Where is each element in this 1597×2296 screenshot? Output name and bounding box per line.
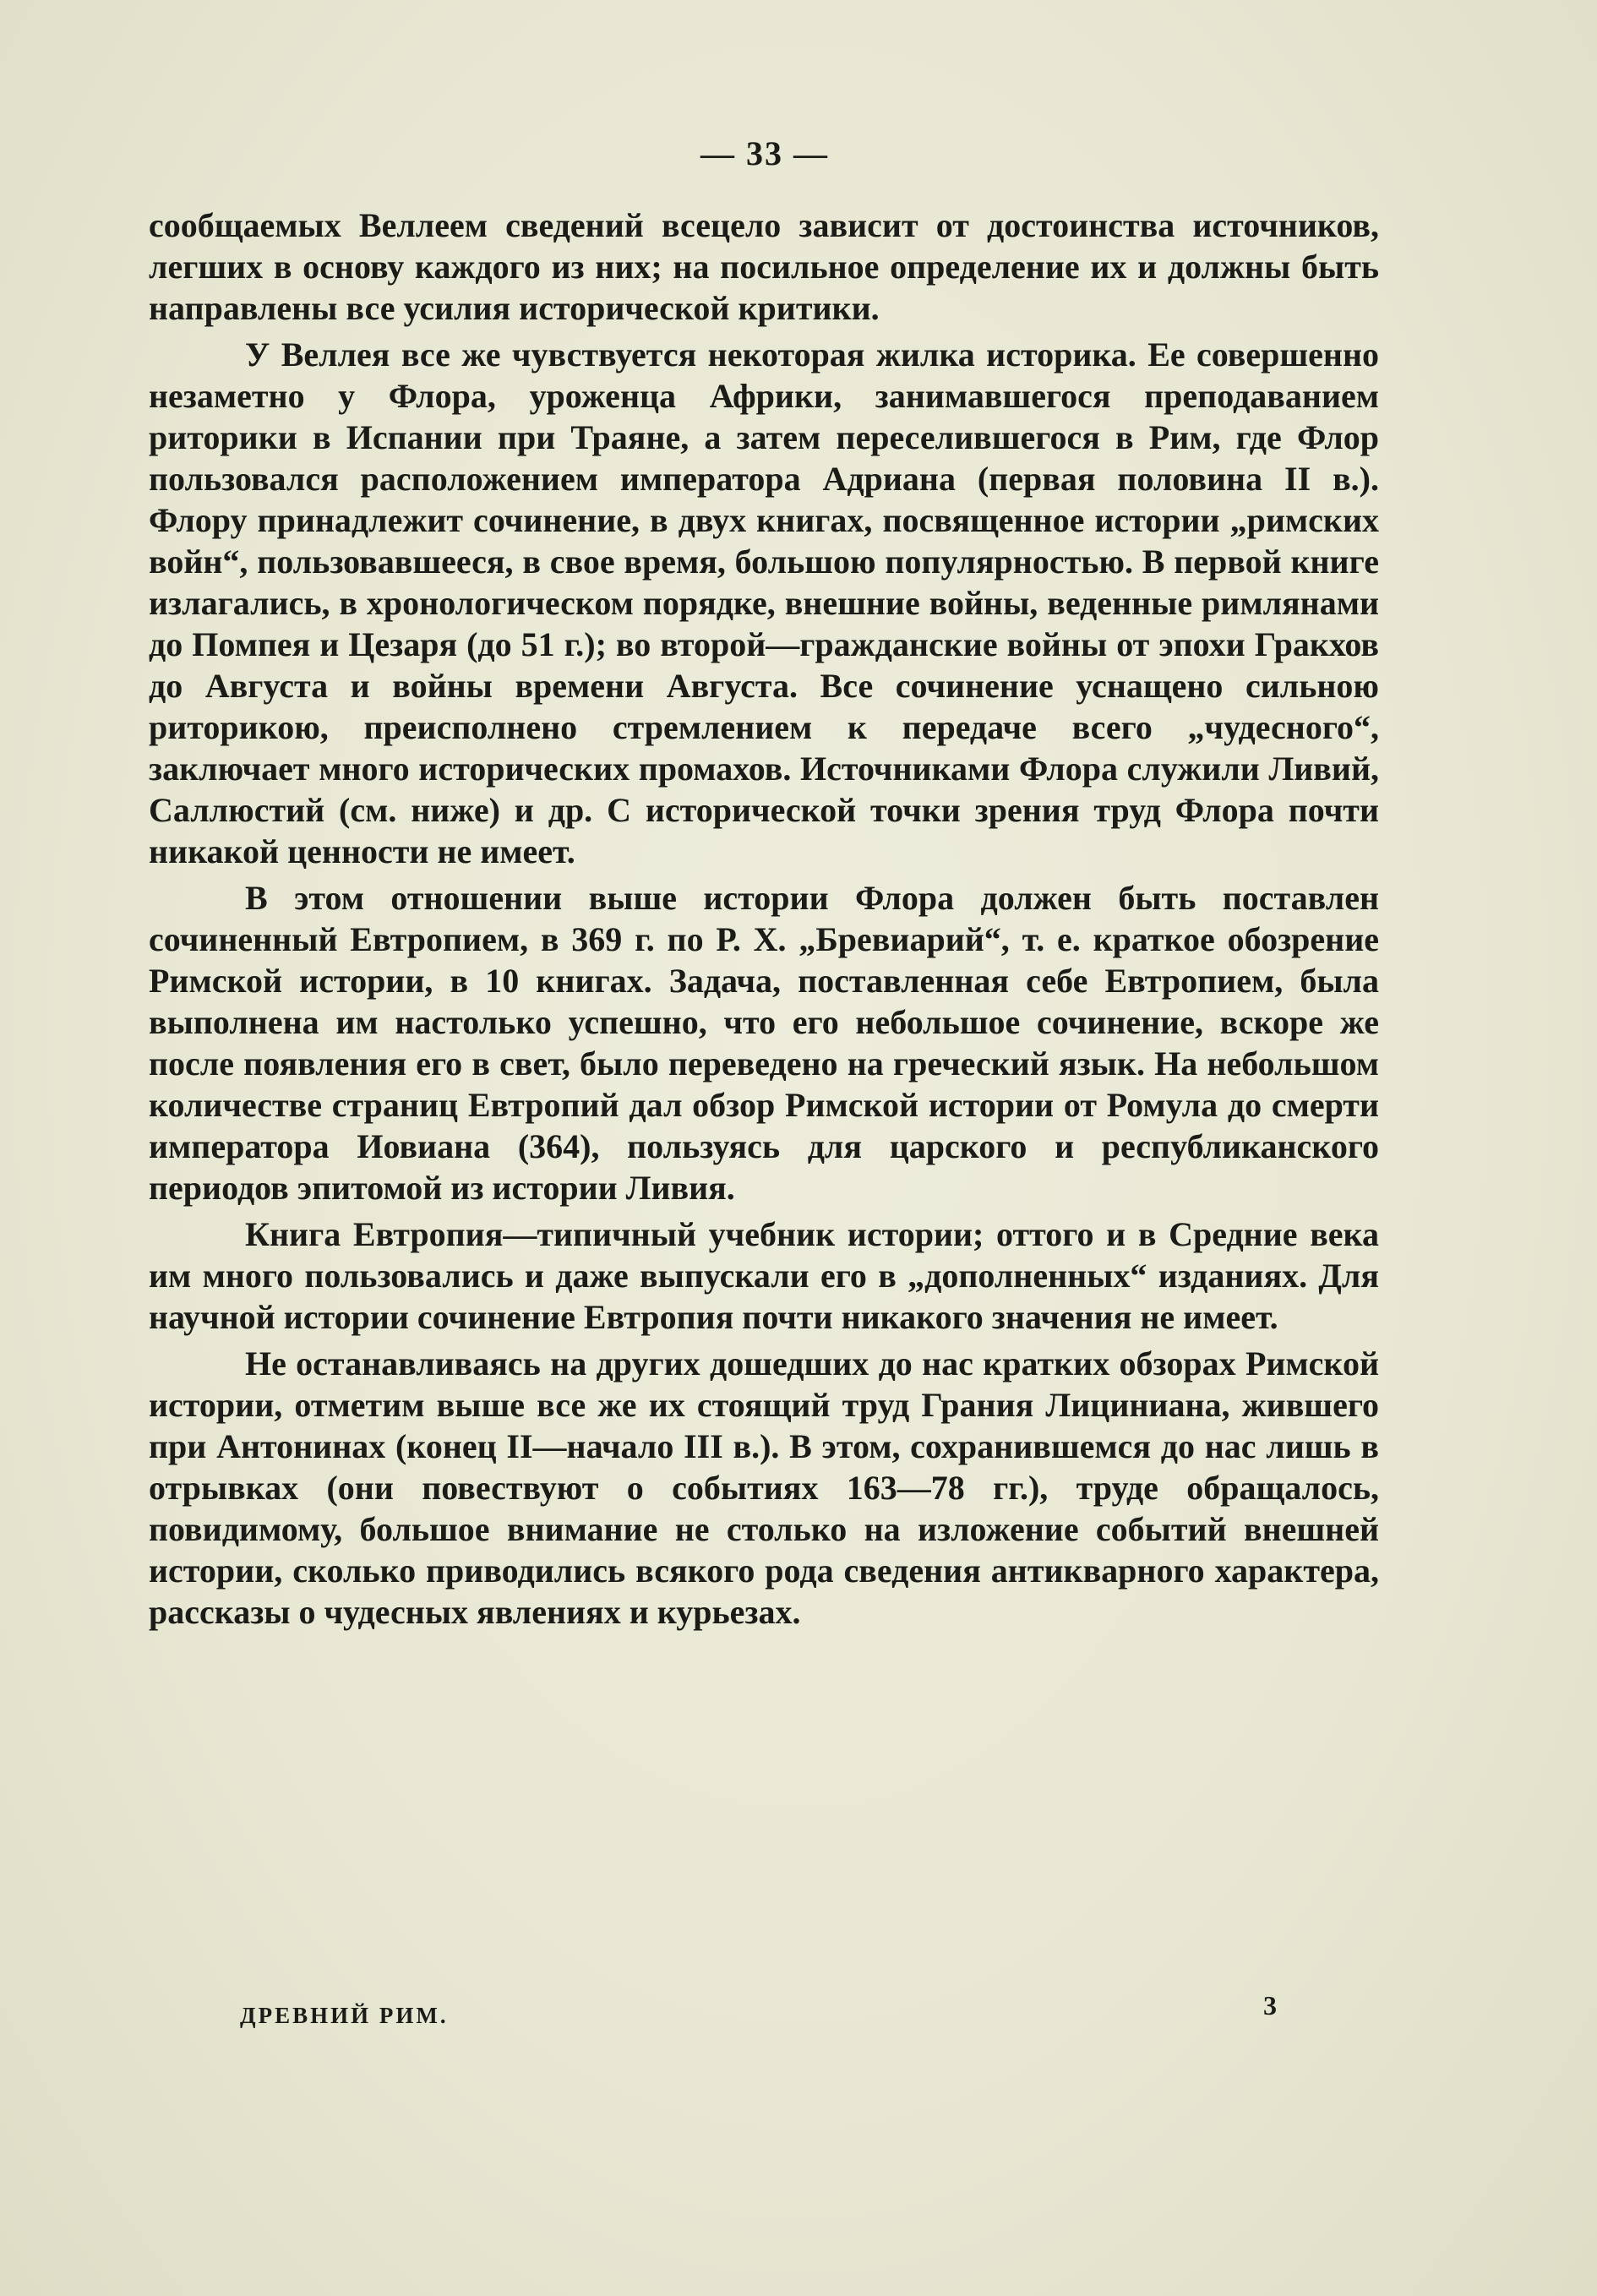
page-number: — 33 — (700, 134, 829, 172)
paragraph-1: сообщаемых Веллеем сведений всецело зависит от достоинства источников, легших в основу каждого из них; на посильное определение их и должны быть направлены все усилия исторической критики. (149, 206, 1379, 327)
signature-mark: 3 (1263, 1990, 1277, 2021)
body-text (149, 205, 1379, 1638)
paragraph-4: Книга Евтропия—типичный учебник истории; оттого и в Средние века им много пользовались и даже выпускали его в „дополненных“ изданиях. Для научной истории сочинение Евтропия почти никакого значения не имеет. (149, 1215, 1379, 1336)
footer-book-title: ДРЕВНИЙ РИМ. (240, 2003, 449, 2028)
paragraph-5: Не останавливаясь на других дошедших до нас кратких обзорах Римской истории, отметим выше все же их стоящий труд Грания Лициниана, жившего при Антонинах (конец II—начало III в.). В этом, сохранившемся до нас лишь в отрывках (они повествуют о событиях 163—78 гг.), труде обращалось, повидимому, большое внимание не столько на изложение событий внешней истории, сколько приводились всякого рода сведения антикварного характера, рассказы о чудесных явлениях и курьезах. (149, 1344, 1379, 1631)
paragraph-2: У Веллея все же чувствуется некоторая жилка историка. Ее совершенно незаметно у Флора, уроженца Африки, занимавшегося преподаванием риторики в Испании при Траяне, а затем переселившегося в Рим, где Флор пользовался расположением императора Адриана (первая половина II в.). Флору принадлежит сочинение, в двух книгах, посвященное истории „римских войн“, пользовавшееся, в свое время, большою популярностью. В первой книге излагались, в хронологическом порядке, внешние войны, веденные римлянами до Помпея и Цезаря (до 51 г.); во второй—гражданские войны от эпохи Гракхов до Августа и войны времени Августа. Все сочинение уснащено сильною риторикою, преисполнено стремлением к передаче всего „чудесного“, заключает много исторических промахов. Источниками Флора служили Ливий, Саллюстий (см. ниже) и др. С исторической точки зрения труд Флора почти никакой ценности не имеет. (149, 335, 1379, 870)
paragraph-3: В этом отношении выше истории Флора должен быть поставлен сочиненный Евтропием, в 369 г. по Р. Х. „Бревиарий“, т. е. краткое обозрение Римской истории, в 10 книгах. Задача, поставленная себе Евтропием, была выполнена им настолько успешно, что его небольшое сочинение, вскоре же после появления его в свет, было переведено на греческий язык. На небольшом количестве страниц Евтропий дал обзор Римской истории от Ромула до смерти императора Иовиана (364), пользуясь для царского и республиканского периодов эпитомой из истории Ливия. (149, 879, 1379, 1207)
